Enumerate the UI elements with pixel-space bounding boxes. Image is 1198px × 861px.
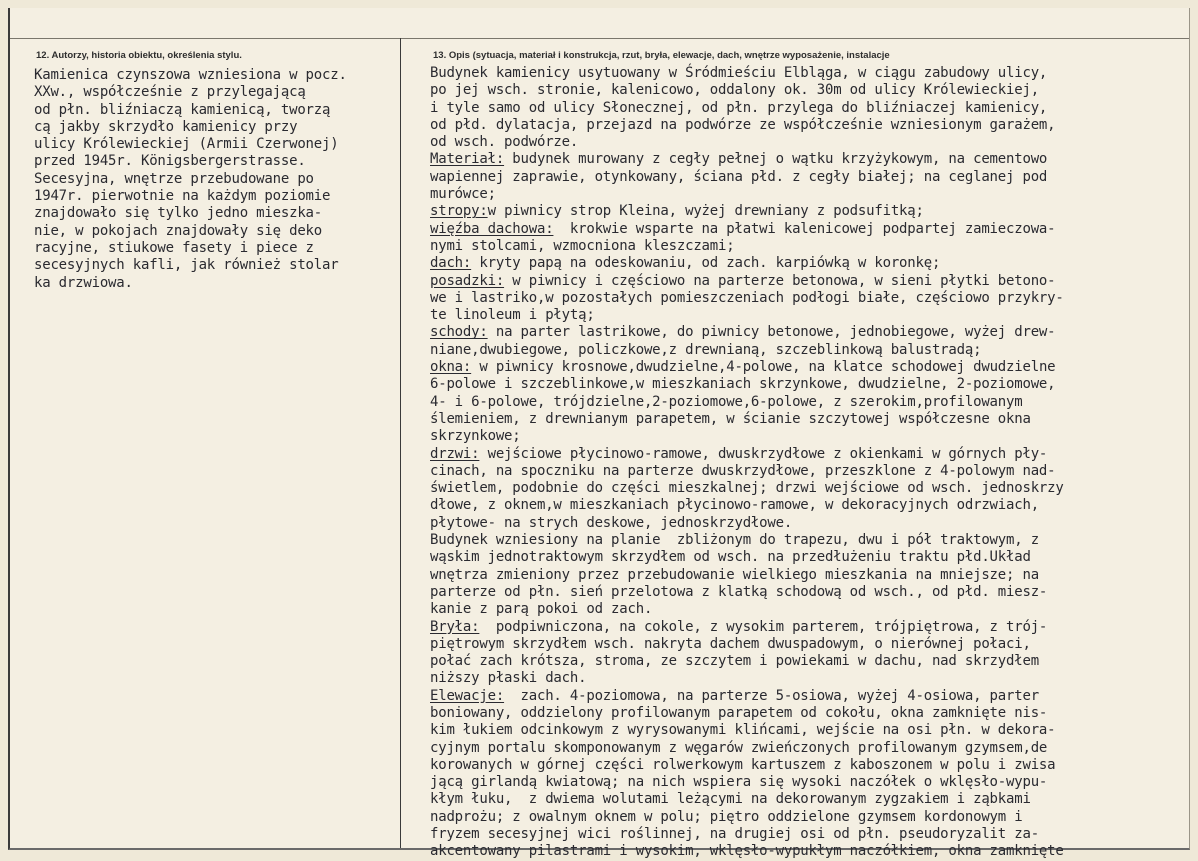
text-line [430,82,1064,99]
line-text: skrzynkowe; [430,428,521,445]
underlined-term: drzwi: [430,445,480,462]
section-12-header: 12. Autorzy, historia obiektu, określenia stylu. [36,50,242,61]
text-line [430,411,1064,428]
text-line [430,359,1064,376]
text-line [430,497,1064,514]
text-line [430,117,1064,134]
line-text: murówce; [430,186,496,203]
text-line [430,151,1064,168]
text-line [430,255,1064,272]
text-line: ka drzwiowa. [34,274,133,291]
line-text: podpiwniczona, na cokole, z wysokim parterem, trójpiętrowa, z trój- [479,618,1048,635]
text-line: przed 1945r. Königsbergerstrasse. [34,153,306,170]
text-line [430,688,1064,705]
line-text: Budynek kamienicy usytuowany w Śródmieściu Elbląga, w ciągu zabudowy ulicy, [430,65,1048,81]
line-text: świetlem, podobnie do części mieszkalnej; drzwi wejściowe od wsch. jednoskrzy [430,480,1064,497]
text-line [430,169,1064,186]
text-line [430,549,1064,566]
text-line: znajdowało się tylko jedno mieszka- [34,205,323,222]
line-text: ślemieniem, z drewnianym parapetem, w ścianie szczytowej współczesne okna [430,410,1031,427]
line-text: budynek murowany z cegły pełnej o wątku krzyżykowym, na cementowo [504,151,1048,168]
underlined-term: posadzki: [430,272,505,289]
line-text: Budynek wzniesiony na planie zbliżonym do trapezu, dwu i pół traktowym, z [430,532,1039,549]
line-text: od wsch. podwórze. [430,134,579,151]
text-line [430,290,1064,307]
text-line [430,480,1064,497]
line-text: kłym łuku, z dwiema wolutami leżącymi na dekorowanym zygzakiem i ząbkami [430,791,1031,808]
underlined-term: stropy: [430,203,488,220]
line-text: nadprożu; z owalnym oknem w polu; piętro oddzielone gzymsem kordonowym i [430,808,1023,825]
text-line [430,221,1064,238]
text-line [430,446,1064,463]
line-text: w piwnicy krosnowe,dwudzielne,4-polowe, na klatce schodowej dwudzielne [471,359,1056,376]
text-line: XXw., współcześnie z przylegającą [34,84,306,101]
line-text: od płd. dylatacja, przejazd na podwórze ze współcześnie wzniesionym garażem, [430,116,1056,133]
text-line [430,342,1064,359]
underlined-term: więźba dachowa: [430,220,554,237]
text-line [430,722,1064,739]
line-text: akcentowany pilastrami i wysokim, wklęsło-wypukłym naczółkiem, okna zamknięte [430,843,1064,860]
line-text: krokwie wsparte na płatwi kalenicowej podpartej zamieczowa- [553,220,1056,237]
line-text: 4- i 6-polowe, trójdzielne,2-poziomowe,6-polowe, z szerokim,profilowanym [430,393,1023,410]
text-line [430,567,1064,584]
text-line [430,515,1064,532]
section-13-header: 13. Opis (sytuacja, materiał i konstrukcja, rzut, bryła, elewacje, dach, wnętrze wyposażenie, instalacje [433,50,890,61]
text-line [430,273,1064,290]
text-line [430,705,1064,722]
text-line [430,134,1064,151]
line-text: 6-polowe i szczeblinkowe,w mieszkaniach skrzynkowe, dwudzielne, 2-poziomowe, [430,376,1056,393]
text-line: ulicy Królewieckiej (Armii Czerwonej) [34,136,339,153]
header-rule [10,38,1189,39]
text-line: racyjne, stiukowe fasety i piece z [34,239,314,256]
line-text: cyjnym portalu skomponowanym z węgarów zwieńczonych profilowanym gzymsem,de [430,739,1048,756]
text-line [430,653,1064,670]
line-text: korowanych w górnej części rolwerkowym kartuszem z kaboszonem w polu i zwisa [430,756,1056,773]
text-line [430,203,1064,220]
text-line [430,394,1064,411]
text-line [430,636,1064,653]
line-text: nymi stolcami, wzmocniona kleszczami; [430,237,735,254]
line-text: te linoleum i płytą; [430,307,595,324]
text-line [430,843,1064,860]
text-line: nie, w pokojach znajdowały się deko [34,222,323,239]
text-line [430,774,1064,791]
text-line [430,307,1064,324]
line-text: zach. 4-poziomowa, na parterze 5-osiowa, wyżej 4-osiowa, parter [504,687,1039,704]
text-line [430,584,1064,601]
text-line: Kamienica czynszowa wzniesiona w pocz. [34,67,347,83]
line-text: na parter lastrikowe, do piwnicy betonowe, jednobiegowe, wyżej drew- [487,324,1056,341]
line-text: połać zach krótsza, stroma, ze szczytem i powiekami w dachu, nad skrzydłem [430,653,1039,670]
line-text: jącą girlandą kwiatową; na nich wspiera się wysoki naczółek o wklęsło-wypu- [430,774,1048,791]
line-text: i tyle samo od ulicy Słonecznej, od płn. przylega do bliźniaczej kamienicy, [430,99,1048,116]
line-text: w piwnicy i częściowo na parterze betonowa, w sieni płytki betono- [504,272,1056,289]
line-text: kryty papą na odeskowaniu, od zach. karpiówką w koronkę; [471,255,941,272]
text-line [430,463,1064,480]
line-text: niane,dwubiegowe, policzkowe,z drewnianą, szczeblinkową balustradą; [430,341,982,358]
line-text: wnętrza zmieniony przez przebudowanie wielkiego mieszkania na mniejsze; na [430,566,1039,583]
text-line [430,186,1064,203]
text-line [430,100,1064,117]
text-line [430,601,1064,618]
text-line: od płn. bliźniaczą kamienicą, tworzą [34,101,331,118]
line-text: w piwnicy strop Kleina, wyżej drewniany z podsufitką; [487,203,924,220]
text-line [430,809,1064,826]
line-text: fryzem secesyjnej wici roślinnej, na drugiej osi od płn. pseudoryzalit za- [430,826,1039,843]
underlined-term: okna: [430,359,472,376]
line-text: boniowany, oddzielony profilowanym parapetem od cokołu, okna zamknięte nis- [430,704,1048,721]
text-line [430,670,1064,687]
text-line: 1947r. pierwotnie na każdym poziomie [34,188,331,205]
text-line: cą jakby skrzydło kamienicy przy [34,118,298,135]
text-line [430,791,1064,808]
text-line [430,532,1064,549]
text-line [430,324,1064,341]
text-line [430,238,1064,255]
text-line [430,619,1064,636]
underlined-term: schody: [430,324,488,341]
line-text: po jej wsch. stronie, kalenicowo, oddalony ok. 30m od ulicy Królewieckiej, [430,82,1039,99]
line-text: parterze od płn. sień przelotowa z klatką schodową od wsch., od płd. miesz- [430,583,1048,600]
line-text: wąskim jednotraktowym skrzydłem od wsch. na przedłużeniu traktu płd.Układ [430,549,1031,566]
text-line [430,740,1064,757]
underlined-term: Bryła: [430,618,480,635]
line-text: wejściowe płycinowo-ramowe, dwuskrzydłowe z okienkami w górnych pły- [479,445,1048,462]
column-divider [400,38,401,848]
text-line [430,757,1064,774]
text-line [430,826,1064,843]
text-line: secesyjnych kafli, jak również stolar [34,257,339,274]
line-text: piętrowym skrzydłem wsch. nakryta dachem dwuspadowym, o nierównej połaci, [430,635,1031,652]
line-text: kim łukiem odcinkowym z wyrysowanymi klińcami, wejście na osi płn. w dekora- [430,722,1056,739]
line-text: niższy płaski dach. [430,670,587,687]
line-text: dłowe, z oknem,w mieszkaniach płycinowo-ramowe, w dekoracyjnych odrzwiach, [430,497,1039,514]
line-text: cinach, na spoczniku na parterze dwuskrzydłowe, przeszklone z 4-polowym nad- [430,462,1056,479]
document-card [8,8,1190,860]
underlined-term: dach: [430,255,472,272]
underlined-term: Elewacje: [430,687,505,704]
text-line [430,376,1064,393]
line-text: wapiennej zaprawie, otynkowany, ściana płd. z cegły białej; na ceglanej pod [430,168,1048,185]
text-line: Secesyjna, wnętrze przebudowane po [34,170,314,187]
line-text: kanie z parą pokoi od zach. [430,601,653,618]
text-line [430,428,1064,445]
section-12-text [34,67,347,292]
line-text: we i lastriko,w pozostałych pomieszczeniach podłogi białe, częściowo przykry- [430,289,1064,306]
line-text: płytowe- na strych deskowe, jednoskrzydłowe. [430,514,793,531]
section-13-text [430,65,1064,861]
text-line [430,65,1064,82]
underlined-term: Materiał: [430,151,505,168]
